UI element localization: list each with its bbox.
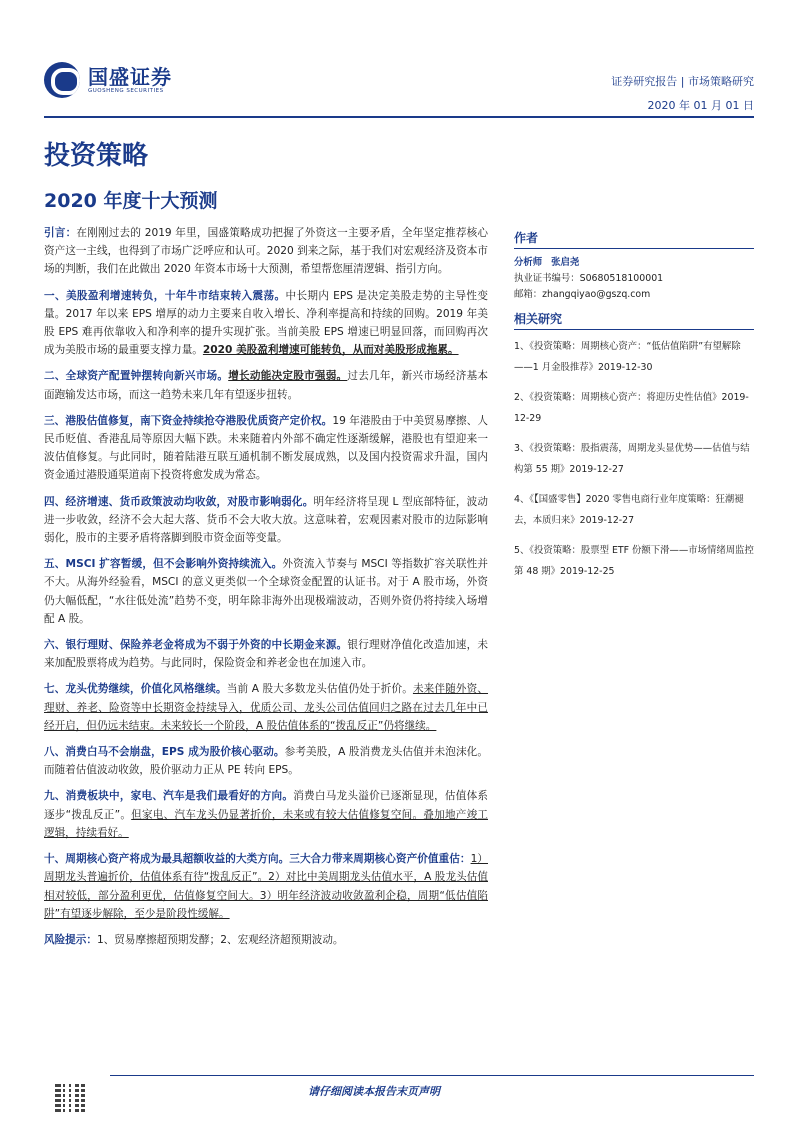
report-date: 2020 年 01 月 01 日 <box>647 99 754 112</box>
point-8 <box>44 743 488 779</box>
analyst-name: 张启尧 <box>551 257 580 268</box>
intro-text: 在刚刚过去的 2019 年里，国盛策略成功把握了外资这一主要矛盾，全年坚定推荐核心资产这一主线，也得到了市场广泛呼应和认可。2020 到来之际，基于我们对宏观经济及资本市场的判断，我们在此做出 2020 年资本市场十大预测，希望帮您厘清逻辑、指引方向。 <box>44 227 489 276</box>
logo-name-en: GUOSHENG SECURITIES <box>88 88 164 94</box>
qr-code-icon <box>55 1082 85 1112</box>
author-info <box>514 255 754 303</box>
risk-paragraph <box>44 931 488 949</box>
analyst-email[interactable]: 邮箱：zhangqiyao@gszq.com <box>514 289 651 300</box>
point-8-body: 参考美股，A 股消费龙头估值并未泡沫化。而随着估值波动收敛，股价驱动力正从 PE 转向 EPS。 <box>44 746 488 777</box>
point-7 <box>44 680 488 735</box>
logo-name-cn: 国盛证券 <box>88 65 172 89</box>
author-heading: 作者 <box>514 230 754 249</box>
risk-label: 风险提示： <box>44 933 97 946</box>
risk-text: 1、贸易摩擦超预期发酵；2、宏观经济超预期波动。 <box>96 933 344 946</box>
related-item[interactable]: 5、《投资策略：股票型 ETF 份额下滑——市场情绪周监控第 48 期》2019-12-25 <box>514 545 754 577</box>
point-6 <box>44 636 488 672</box>
point-10 <box>44 850 488 923</box>
analyst-label: 分析师 <box>514 257 543 268</box>
point-4 <box>44 493 488 548</box>
page-subtitle: 2020 年度十大预测 <box>44 190 218 212</box>
point-3-head: 三、港股估值修复，南下资金持续抢夺港股优质资产定价权。 <box>44 414 333 427</box>
point-3 <box>44 412 488 485</box>
footer-disclaimer: 请仔细阅读本报告末页声明 <box>308 1085 440 1098</box>
cert-number: 执业证书编号：S0680518100001 <box>514 273 664 284</box>
point-1-body: 中长期内 EPS 是决定美股走势的主导性变量。2017 年以来 EPS 增厚的动力主要来自收入增长、净利率提高和持续的回购。2019 年美股 EPS 难再依靠收入和净利率的提升实现扩张。当前美股 EPS 增速已明显回落，而回购再次成为美股市场的最重要支撑力量。 <box>44 289 488 357</box>
header-meta <box>611 70 754 118</box>
point-1 <box>44 287 488 360</box>
point-8-head: 八、消费白马不会崩盘，EPS 成为股价核心驱动。 <box>44 746 285 759</box>
point-4-head: 四、经济增速、货币政策波动均收敛，对股市影响弱化。 <box>44 495 314 508</box>
main-body <box>44 224 488 957</box>
point-2-body: 过去几年，新兴市场经济基本面跑输发达市场，而这一趋势未来几年有望逐步扭转。 <box>44 370 489 401</box>
related-item[interactable]: 3、《投资策略：股指震荡，周期龙头显优势——估值与结构第 55 期》2019-12-27 <box>514 443 750 475</box>
point-9-body: 消费白马龙头溢价已逐渐显现，估值体系逐步“拨乱反正”。 <box>44 790 489 821</box>
footer-divider <box>110 1075 754 1076</box>
related-item[interactable]: 4、《【国盛零售】2020 零售电商行业年度策略：狂潮褪去，本质归来》2019-12-27 <box>514 494 744 526</box>
header-divider <box>44 116 754 118</box>
point-7-underline: 未来伴随外资、理财、养老、险资等中长期资金持续导入，优质公司、龙头公司估值回归之路在过去几年中已经开启，但仍远未结束。未来较长一个阶段，A 股估值体系的“拨乱反正”仍将继续。 <box>44 683 489 732</box>
logo-icon <box>44 62 80 98</box>
page-title: 投资策略 <box>44 141 149 171</box>
point-5-body: 外资流入节奏与 MSCI 等指数扩容关联性并不大。从海外经验看，MSCI 的意义更类似一个全球资金配置的认证书。对于 A 股市场，外资仍大幅低配，“水往低处流”趋势不变，明年除非海外出现极端波动，否则外资仍将持续入场增配 A 股。 <box>44 558 489 625</box>
company-logo <box>44 62 172 98</box>
related-item[interactable]: 2、《投资策略：周期核心资产：将迎历史性估值》2019-12-29 <box>514 392 749 424</box>
point-9 <box>44 787 488 842</box>
point-5-head: 五、MSCI 扩容暂缓，但不会影响外资持续流入。 <box>44 558 283 571</box>
point-2-bold: 增长动能决定股市强弱。 <box>228 370 348 383</box>
intro-paragraph <box>44 224 488 279</box>
point-9-head: 九、消费板块中，家电、汽车是我们最看好的方向。 <box>44 790 294 803</box>
point-3-body: 19 年港股由于中美贸易摩擦、人民币贬值、香港乱局等原因大幅下跌。未来随着内外部不确定性逐渐缓解，港股也有望迎来一波估值修复。与此同时，随着陆港互联互通机制不断发展成熟，以及国内投资需求升温，国内资金通过港股通渠道南下投资将愈发成为常态。 <box>44 414 488 482</box>
intro-label: 引言： <box>44 227 77 239</box>
related-item[interactable]: 1、《投资策略：周期核心资产：“低估值陷阱”有望解除——1 月金股推荐》2019-12-30 <box>514 341 741 373</box>
point-1-bold: 2020 美股盈利增速可能转负，从而对美股形成拖累。 <box>202 344 459 357</box>
point-10-head: 十、周期核心资产将成为最具超额收益的大类方向。三大合力带来周期核心资产价值重估： <box>44 853 471 866</box>
point-4-body: 明年经济将呈现 L 型底部特征，波动进一步收敛，经济不会大起大落、货币不会大收大放。这意味着，宏观因素对股市的边际影响弱化，股市的主要矛盾将落脚到股市资金面等变量。 <box>44 495 488 545</box>
point-9-underline: 但家电、汽车龙头仍显著折价，未来或有较大估值修复空间。叠加地产竣工逻辑，持续看好。 <box>44 808 488 839</box>
report-type: 证券研究报告 | 市场策略研究 <box>611 75 754 88</box>
related-heading: 相关研究 <box>514 311 754 330</box>
point-6-body: 银行理财净值化改造加速，未来加配股票将成为趋势。与此同时，保险资金和养老金也在加速入市。 <box>44 639 489 670</box>
point-7-head: 七、龙头优势继续，价值化风格继续。 <box>44 683 227 696</box>
point-1-head: 一、美股盈利增速转负，十年牛市结束转入震荡。 <box>44 289 286 302</box>
point-2-head: 二、全球资产配置钟摆转向新兴市场。 <box>44 370 229 383</box>
point-10-underline: 1）周期龙头普遍折价，估值体系有待“拨乱反正”。2）对比中美周期龙头估值水平，A 股龙头估值相对较低，部分盈利更优，估值修复空间大。3）明年经济波动收敛盈利企稳，周期“低估值陷阱”有望逐步解除，至少是阶段性缓解。 <box>44 853 488 920</box>
point-7-body: 当前 A 股大多数龙头估值仍处于折价。 <box>226 683 413 696</box>
point-5 <box>44 555 488 628</box>
point-6-head: 六、银行理财、保险养老金将成为不弱于外资的中长期金来源。 <box>44 639 348 652</box>
sidebar <box>514 230 754 591</box>
point-2 <box>44 367 488 403</box>
